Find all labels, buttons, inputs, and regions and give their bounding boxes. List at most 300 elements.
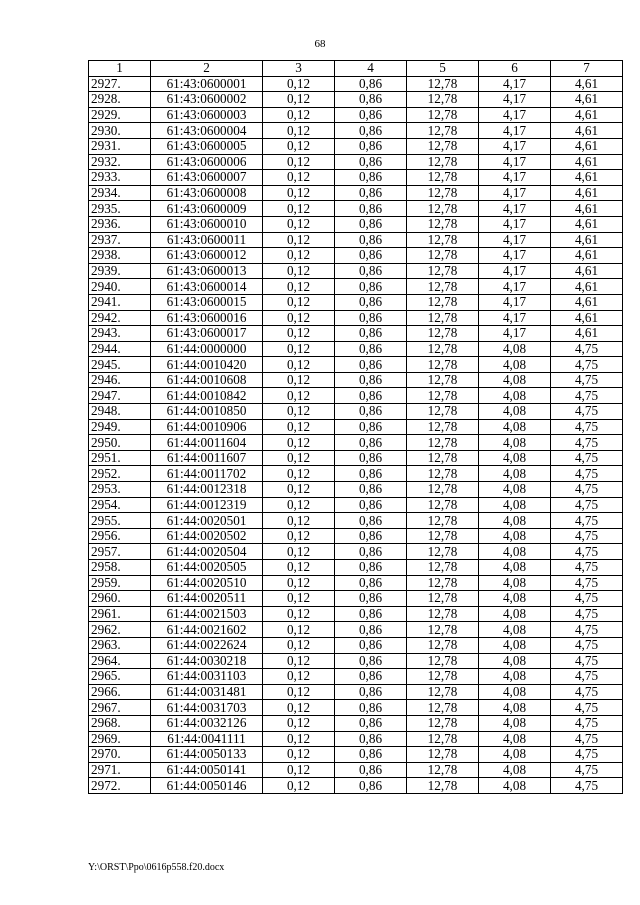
table-cell: 0,86 [335,560,407,576]
table-cell: 4,75 [551,591,623,607]
table-cell: 0,86 [335,216,407,232]
table-cell: 61:44:0030218 [151,653,263,669]
table-row [89,450,623,466]
table-row [89,310,623,326]
table-cell: 0,86 [335,263,407,279]
table-cell: 4,75 [551,544,623,560]
table-row [89,715,623,731]
table-cell: 61:44:0011604 [151,435,263,451]
table-cell: 0,12 [263,92,335,108]
table-cell: 0,12 [263,731,335,747]
table-cell: 0,86 [335,575,407,591]
table-cell: 12,78 [407,653,479,669]
table-cell: 4,17 [479,216,551,232]
table-cell: 2936. [89,216,151,232]
table-cell: 4,17 [479,123,551,139]
column-header: 2 [151,61,263,77]
table-cell: 4,75 [551,778,623,794]
table-cell: 4,61 [551,248,623,264]
table-row [89,388,623,404]
table-row [89,170,623,186]
table-cell: 0,86 [335,92,407,108]
table-cell: 12,78 [407,76,479,92]
table-cell: 0,12 [263,684,335,700]
table-row [89,372,623,388]
table-cell: 0,12 [263,263,335,279]
table-cell: 4,75 [551,466,623,482]
table-cell: 4,08 [479,404,551,420]
table-cell: 2963. [89,637,151,653]
table-cell: 61:44:0021503 [151,606,263,622]
table-cell: 4,75 [551,622,623,638]
table-cell: 0,12 [263,497,335,513]
table-cell: 0,86 [335,762,407,778]
table-cell: 4,61 [551,263,623,279]
table-cell: 4,61 [551,310,623,326]
table-cell: 61:43:0600006 [151,154,263,170]
table-cell: 0,12 [263,310,335,326]
table-cell: 61:43:0600010 [151,216,263,232]
table-cell: 0,86 [335,388,407,404]
table-cell: 0,12 [263,513,335,529]
table-cell: 61:44:0020501 [151,513,263,529]
table-cell: 12,78 [407,747,479,763]
table-cell: 2933. [89,170,151,186]
table-row [89,279,623,295]
table-cell: 4,61 [551,294,623,310]
table-cell: 4,75 [551,372,623,388]
table-cell: 12,78 [407,294,479,310]
table-cell: 4,08 [479,684,551,700]
table-cell: 4,75 [551,606,623,622]
table-cell: 61:44:0020510 [151,575,263,591]
table-cell: 61:44:0050141 [151,762,263,778]
table-cell: 12,78 [407,560,479,576]
table-cell: 0,86 [335,419,407,435]
table-row [89,185,623,201]
table-cell: 4,75 [551,747,623,763]
table-cell: 0,12 [263,606,335,622]
table-cell: 0,86 [335,544,407,560]
table-cell: 0,12 [263,357,335,373]
table-cell: 12,78 [407,419,479,435]
table-cell: 12,78 [407,684,479,700]
table-cell: 0,12 [263,762,335,778]
table-cell: 4,08 [479,591,551,607]
table-cell: 4,17 [479,107,551,123]
table-cell: 12,78 [407,762,479,778]
data-table [88,60,623,794]
table-cell: 0,12 [263,528,335,544]
table-cell: 61:44:0031103 [151,669,263,685]
table-cell: 2954. [89,497,151,513]
table-cell: 12,78 [407,466,479,482]
table-cell: 61:44:0020505 [151,560,263,576]
table-cell: 0,12 [263,138,335,154]
table-cell: 2945. [89,357,151,373]
table-cell: 2960. [89,591,151,607]
table-cell: 0,86 [335,637,407,653]
table-cell: 12,78 [407,622,479,638]
column-header: 1 [89,61,151,77]
table-cell: 12,78 [407,778,479,794]
table-cell: 61:43:0600012 [151,248,263,264]
table-cell: 0,86 [335,622,407,638]
table-cell: 4,75 [551,762,623,778]
table-cell: 0,86 [335,653,407,669]
table-cell: 12,78 [407,528,479,544]
table-cell: 4,75 [551,637,623,653]
table-cell: 61:43:0600014 [151,279,263,295]
table-cell: 4,17 [479,138,551,154]
column-header: 3 [263,61,335,77]
table-cell: 4,75 [551,513,623,529]
table-cell: 61:43:0600005 [151,138,263,154]
table-row [89,575,623,591]
table-cell: 61:44:0010420 [151,357,263,373]
table-cell: 12,78 [407,575,479,591]
table-cell: 12,78 [407,372,479,388]
table-cell: 0,12 [263,544,335,560]
table-cell: 2961. [89,606,151,622]
table-cell: 0,86 [335,404,407,420]
table-cell: 61:44:0010608 [151,372,263,388]
table-row [89,232,623,248]
table-cell: 61:43:0600015 [151,294,263,310]
table-cell: 0,86 [335,450,407,466]
table-cell: 4,17 [479,263,551,279]
table-cell: 61:43:0600017 [151,326,263,342]
table-cell: 0,86 [335,326,407,342]
table-cell: 61:43:0600016 [151,310,263,326]
table-cell: 2946. [89,372,151,388]
column-header: 5 [407,61,479,77]
table-cell: 2958. [89,560,151,576]
table-cell: 12,78 [407,544,479,560]
table-cell: 61:43:0600008 [151,185,263,201]
table-cell: 12,78 [407,450,479,466]
table-cell: 4,17 [479,201,551,217]
table-cell: 0,12 [263,388,335,404]
table-cell: 61:44:0050146 [151,778,263,794]
table-cell: 4,17 [479,310,551,326]
table-cell: 0,86 [335,154,407,170]
table-row [89,544,623,560]
table-cell: 61:44:0010842 [151,388,263,404]
table-cell: 0,12 [263,575,335,591]
table-cell: 4,08 [479,372,551,388]
table-cell: 0,12 [263,185,335,201]
table-cell: 4,75 [551,419,623,435]
table-cell: 2949. [89,419,151,435]
table-row [89,747,623,763]
table-cell: 12,78 [407,388,479,404]
table-body [89,76,623,793]
table-cell: 12,78 [407,216,479,232]
table-cell: 4,17 [479,232,551,248]
table-cell: 4,08 [479,669,551,685]
footer-file-path: Y:\ORST\Ppo\0616p558.f20.docx [88,862,225,873]
table-cell: 4,61 [551,216,623,232]
column-header: 6 [479,61,551,77]
table-cell: 2927. [89,76,151,92]
table-cell: 0,12 [263,450,335,466]
table-cell: 4,08 [479,497,551,513]
table-row [89,76,623,92]
table-cell: 61:44:0032126 [151,715,263,731]
table-cell: 12,78 [407,326,479,342]
table-cell: 4,61 [551,201,623,217]
table-row [89,263,623,279]
table-cell: 4,61 [551,232,623,248]
table-cell: 4,75 [551,653,623,669]
table-cell: 2968. [89,715,151,731]
table-cell: 0,12 [263,637,335,653]
table-cell: 61:44:0050133 [151,747,263,763]
table-cell: 4,08 [479,357,551,373]
table-cell: 61:44:0010906 [151,419,263,435]
table-cell: 61:44:0020511 [151,591,263,607]
table-cell: 4,17 [479,326,551,342]
table-cell: 12,78 [407,435,479,451]
table-cell: 2948. [89,404,151,420]
table-cell: 12,78 [407,92,479,108]
table-row [89,591,623,607]
table-cell: 12,78 [407,513,479,529]
table-cell: 61:43:0600007 [151,170,263,186]
table-cell: 0,12 [263,107,335,123]
table-cell: 4,61 [551,107,623,123]
table-cell: 2971. [89,762,151,778]
table-cell: 61:43:0600001 [151,76,263,92]
table-cell: 0,86 [335,372,407,388]
table-row [89,92,623,108]
table-cell: 61:43:0600002 [151,92,263,108]
table-cell: 2943. [89,326,151,342]
table-row [89,326,623,342]
table-cell: 4,75 [551,482,623,498]
table-cell: 61:43:0600003 [151,107,263,123]
table-cell: 4,08 [479,388,551,404]
table-cell: 0,86 [335,138,407,154]
page-number: 68 [314,38,326,50]
table-cell: 2934. [89,185,151,201]
table-cell: 4,08 [479,544,551,560]
table-cell: 4,08 [479,606,551,622]
table-cell: 2966. [89,684,151,700]
table-cell: 4,61 [551,92,623,108]
table-cell: 4,17 [479,279,551,295]
table-cell: 12,78 [407,669,479,685]
table-cell: 0,12 [263,419,335,435]
table-cell: 2930. [89,123,151,139]
table-cell: 4,08 [479,700,551,716]
table-cell: 4,61 [551,326,623,342]
table-cell: 4,75 [551,450,623,466]
table-cell: 4,61 [551,185,623,201]
table-cell: 2962. [89,622,151,638]
table-cell: 4,61 [551,138,623,154]
table-cell: 0,12 [263,248,335,264]
table-cell: 0,86 [335,715,407,731]
table-cell: 2939. [89,263,151,279]
table-row [89,123,623,139]
table-cell: 4,08 [479,435,551,451]
table-cell: 4,75 [551,731,623,747]
table-cell: 4,08 [479,575,551,591]
table-cell: 4,61 [551,123,623,139]
table-cell: 4,08 [479,528,551,544]
table-cell: 12,78 [407,497,479,513]
table-cell: 2964. [89,653,151,669]
table-cell: 0,86 [335,123,407,139]
table-cell: 2967. [89,700,151,716]
table-cell: 12,78 [407,637,479,653]
table-cell: 2937. [89,232,151,248]
table-cell: 0,86 [335,357,407,373]
table-row [89,419,623,435]
table-row [89,107,623,123]
table-cell: 0,86 [335,107,407,123]
table-cell: 61:43:0600009 [151,201,263,217]
table-cell: 12,78 [407,700,479,716]
table-row [89,216,623,232]
table-cell: 2972. [89,778,151,794]
table-cell: 4,08 [479,560,551,576]
table-cell: 61:44:0021602 [151,622,263,638]
table-cell: 2953. [89,482,151,498]
table-row [89,435,623,451]
table-cell: 0,12 [263,653,335,669]
table-cell: 12,78 [407,482,479,498]
table-cell: 4,08 [479,622,551,638]
table-cell: 12,78 [407,154,479,170]
table-row [89,357,623,373]
table-cell: 0,12 [263,715,335,731]
table-cell: 0,12 [263,778,335,794]
table-cell: 12,78 [407,201,479,217]
table-cell: 0,12 [263,123,335,139]
table-cell: 4,08 [479,715,551,731]
table-cell: 61:44:0000000 [151,341,263,357]
column-header: 7 [551,61,623,77]
table-cell: 4,17 [479,294,551,310]
table-cell: 0,86 [335,747,407,763]
table-cell: 4,17 [479,170,551,186]
table-cell: 0,86 [335,341,407,357]
table-cell: 4,75 [551,357,623,373]
table-row [89,653,623,669]
table-cell: 0,12 [263,76,335,92]
table-cell: 2959. [89,575,151,591]
table-cell: 0,12 [263,154,335,170]
table-cell: 4,08 [479,778,551,794]
table-cell: 0,12 [263,372,335,388]
table-cell: 4,08 [479,513,551,529]
table-row [89,762,623,778]
table-cell: 4,61 [551,279,623,295]
table-cell: 4,17 [479,185,551,201]
table-cell: 12,78 [407,310,479,326]
table-cell: 12,78 [407,232,479,248]
table-cell: 2950. [89,435,151,451]
table-cell: 2969. [89,731,151,747]
table-cell: 4,75 [551,497,623,513]
table-row [89,637,623,653]
table-cell: 4,17 [479,92,551,108]
table-cell: 12,78 [407,341,479,357]
table-cell: 61:44:0022624 [151,637,263,653]
table-cell: 0,12 [263,435,335,451]
table-row [89,669,623,685]
table-cell: 4,75 [551,341,623,357]
table-cell: 4,08 [479,466,551,482]
table-cell: 61:44:0031703 [151,700,263,716]
table-row [89,294,623,310]
table-cell: 0,12 [263,404,335,420]
table-cell: 0,86 [335,466,407,482]
table-cell: 2932. [89,154,151,170]
table-cell: 12,78 [407,404,479,420]
table-row [89,528,623,544]
table-cell: 2929. [89,107,151,123]
table-cell: 61:44:0031481 [151,684,263,700]
table-cell: 0,86 [335,248,407,264]
table-cell: 4,75 [551,669,623,685]
table-cell: 0,12 [263,294,335,310]
table-cell: 2938. [89,248,151,264]
table-row [89,622,623,638]
table-cell: 0,86 [335,185,407,201]
table-cell: 12,78 [407,138,479,154]
table-cell: 61:44:0010850 [151,404,263,420]
table-cell: 4,17 [479,248,551,264]
table-cell: 2940. [89,279,151,295]
table-cell: 2931. [89,138,151,154]
table-cell: 4,08 [479,450,551,466]
column-header: 4 [335,61,407,77]
table-cell: 2942. [89,310,151,326]
table-cell: 0,86 [335,279,407,295]
table-cell: 0,86 [335,778,407,794]
table-cell: 0,12 [263,700,335,716]
table-cell: 12,78 [407,185,479,201]
table-row [89,466,623,482]
table-row [89,482,623,498]
table-cell: 4,75 [551,404,623,420]
table-cell: 0,86 [335,497,407,513]
table-cell: 4,75 [551,700,623,716]
table-cell: 61:44:0012319 [151,497,263,513]
table-cell: 61:44:0011607 [151,450,263,466]
table-cell: 4,75 [551,528,623,544]
table-row [89,341,623,357]
table-cell: 0,12 [263,591,335,607]
table-cell: 4,08 [479,341,551,357]
table-cell: 61:44:0020504 [151,544,263,560]
table-cell: 4,17 [479,154,551,170]
table-row [89,154,623,170]
table-cell: 0,12 [263,279,335,295]
table-cell: 4,17 [479,76,551,92]
table-row [89,684,623,700]
table-cell: 0,12 [263,482,335,498]
table-cell: 4,08 [479,762,551,778]
table-cell: 61:44:0012318 [151,482,263,498]
table-cell: 2952. [89,466,151,482]
table-cell: 0,86 [335,294,407,310]
table-row [89,201,623,217]
